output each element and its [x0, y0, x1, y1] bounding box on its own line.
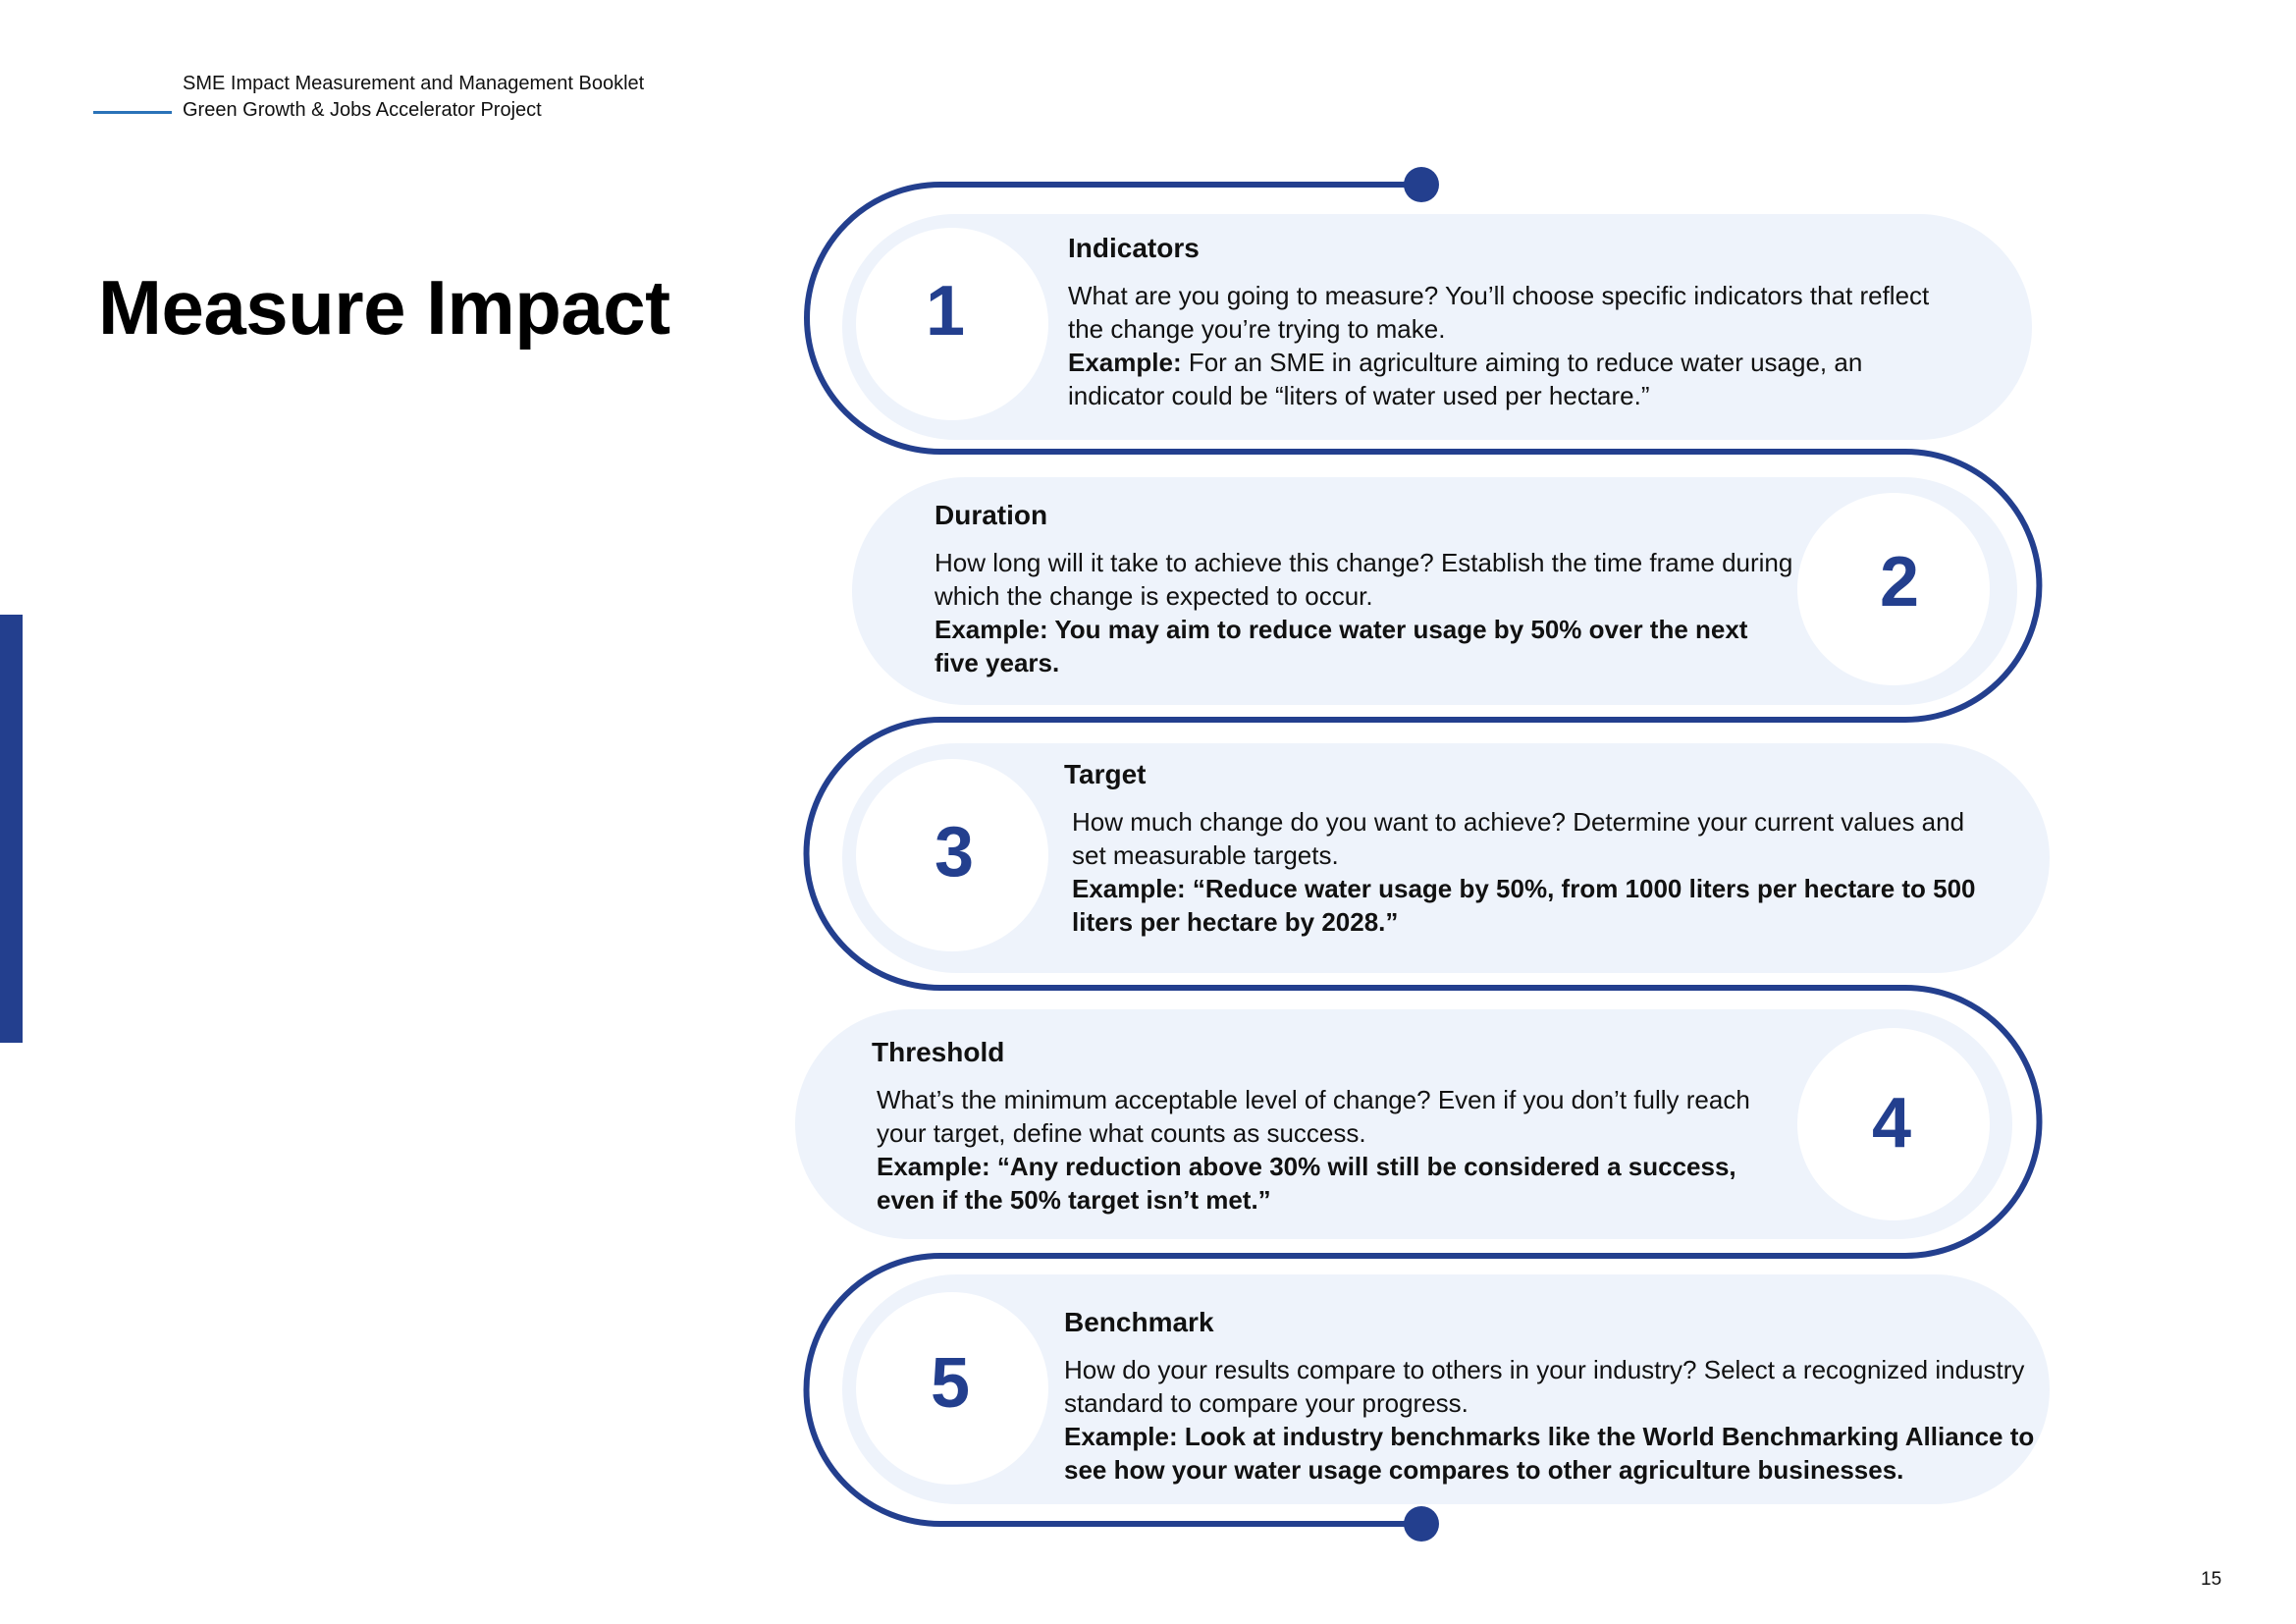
step-4-example-text: “Any reduction above 30% will still be considered a success, even if the 50% target isn’t met.”: [877, 1152, 1736, 1215]
step-1-example: [1068, 348, 1862, 410]
step-5-example-label: Example:: [1064, 1422, 1178, 1451]
step-3-body: How much change do you want to achieve? Determine your current values and set measurable targets.: [1072, 807, 1965, 870]
step-4-example: [872, 1150, 1755, 1217]
header-booklet-title: SME Impact Measurement and Management Booklet: [183, 73, 645, 94]
step-3-title: Target: [1064, 759, 1147, 789]
step-3-example: [1064, 872, 1987, 939]
step-2-text: [934, 499, 1798, 679]
step-3-example-text: “Reduce water usage by 50%, from 1000 liters per hectare to 500 liters per hectare by 2028.”: [1072, 874, 1976, 937]
step-4-number: 4: [1871, 1084, 1912, 1163]
flow-end-dot: [1404, 1506, 1439, 1542]
flow-start-dot: [1404, 167, 1439, 202]
step-5-example-text: Look at industry benchmarks like the World Benchmarking Alliance to see how your water usage compares to other agriculture businesses.: [1064, 1422, 2035, 1485]
step-4-body: What’s the minimum acceptable level of change? Even if you don’t fully reach your target, define what counts as success.: [877, 1085, 1750, 1148]
step-3-example-label: Example:: [1072, 874, 1186, 903]
step-1-example-text: For an SME in agriculture aiming to reduce water usage, an indicator could be “liters of water used per hectare.”: [1068, 348, 1863, 410]
step-5-example: [1064, 1422, 2034, 1485]
step-1-example-label: Example:: [1068, 348, 1182, 377]
page-title: Measure Impact: [98, 264, 670, 351]
step-4-title: Threshold: [872, 1037, 1005, 1067]
step-4-example-label: Example:: [877, 1152, 990, 1181]
step-2-title: Duration: [934, 500, 1048, 530]
step-2-example-label: Example: [934, 615, 1040, 644]
step-1-body: What are you going to measure? You’ll choose specific indicators that reflect the change you’re trying to make.: [1068, 281, 1930, 344]
step-5-body: How do your results compare to others in your industry? Select a recognized industry standard to compare your progress.: [1064, 1355, 2025, 1418]
step-3-text: [1064, 758, 1987, 939]
step-1-text: [1068, 232, 1951, 412]
step-5-text: [1064, 1306, 2036, 1487]
step-2-example-text: : You may aim to reduce water usage by 50% over the next five years.: [934, 615, 1748, 677]
step-5-title: Benchmark: [1064, 1307, 1214, 1337]
step-4-text: [872, 1036, 1755, 1217]
step-2-number: 2: [1879, 543, 1920, 622]
step-5-number: 5: [930, 1344, 971, 1423]
header-project-name: Green Growth & Jobs Accelerator Project: [183, 99, 542, 121]
step-2-example: [934, 615, 1747, 677]
step-2-body: How long will it take to achieve this change? Establish the time frame during which the change is expected to occur.: [934, 548, 1793, 611]
step-3-number: 3: [934, 813, 975, 892]
page-number: 15: [2201, 1569, 2222, 1590]
step-1-number: 1: [925, 272, 966, 351]
step-1-title: Indicators: [1068, 233, 1200, 263]
